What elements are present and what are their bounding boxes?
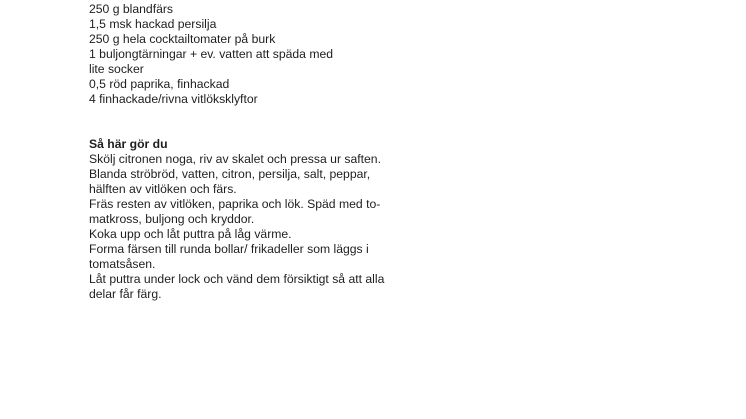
section-spacer [89,107,469,137]
method-heading: Så här gör du [89,137,168,151]
method-line: Koka upp och låt puttra på låg värme. [89,227,292,241]
recipe-document [89,2,469,302]
ingredient-line: 4 finhackade/rivna vitlöksklyftor [89,92,258,106]
method-line: hälften av vitlöken och färs. [89,182,237,196]
ingredient-line: 1,5 msk hackad persilja [89,17,217,31]
ingredient-line: 1 buljongtärningar + ev. vatten att späda med [89,47,334,61]
method-line: delar får färg. [89,287,162,301]
method-line: Fräs resten av vitlöken, paprika och lök. Späd med to- [89,197,381,211]
method-line: Forma färsen till runda bollar/ frikadeller som läggs i [89,242,369,256]
method-section [89,137,469,302]
ingredient-line: 250 g blandfärs [89,2,174,16]
method-line: Skölj citronen noga, riv av skalet och pressa ur saften. [89,152,381,166]
method-line: tomatsåsen. [89,257,156,271]
ingredient-list [89,2,469,107]
ingredient-line: 0,5 röd paprika, finhackad [89,77,230,91]
ingredient-line: 250 g hela cocktailtomater på burk [89,32,276,46]
ingredient-line: lite socker [89,62,144,76]
method-line: matkross, buljong och kryddor. [89,212,255,226]
method-line: Låt puttra under lock och vänd dem försiktigt så att alla [89,272,385,286]
method-line: Blanda ströbröd, vatten, citron, persilja, salt, peppar, [89,167,371,181]
